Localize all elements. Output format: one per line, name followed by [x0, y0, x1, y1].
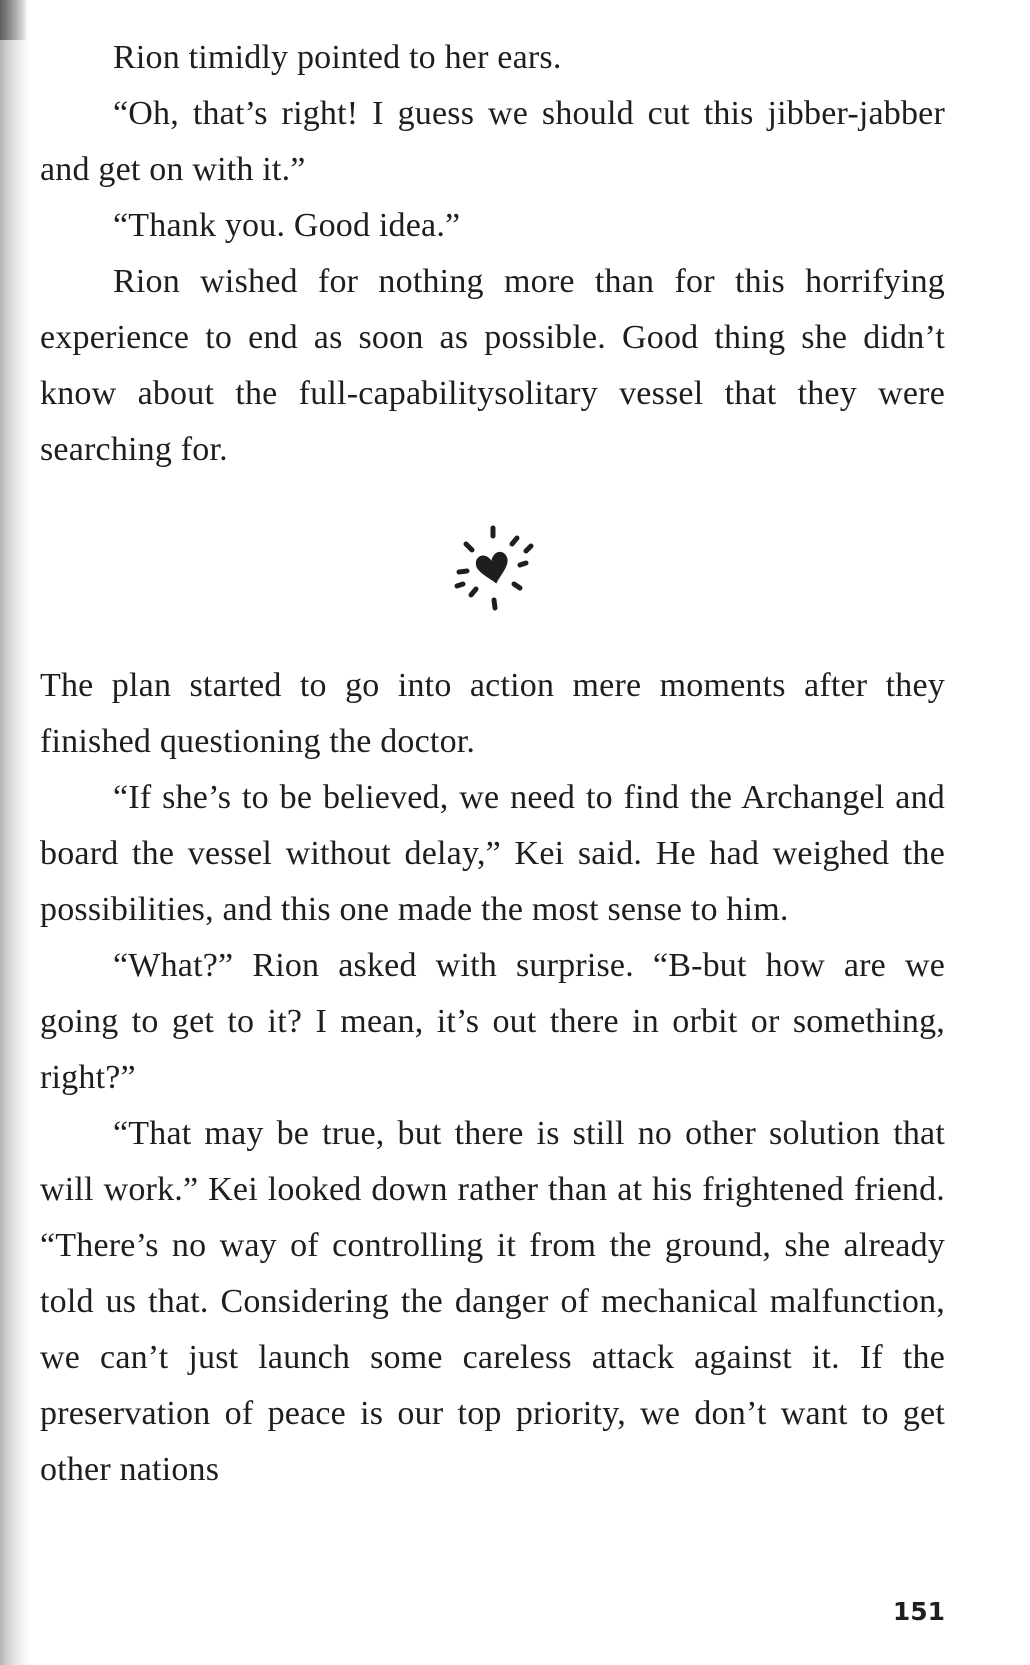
paragraph: “What?” Rion asked with surprise. “B-but how are we going to get to it? I mean, it’s out there in orbit or something, right?”	[40, 947, 945, 1096]
paragraph: The plan started to go into action mere moments after they finished questioning the doctor.	[40, 667, 945, 760]
spine-dark-corner	[0, 0, 28, 40]
paragraph: Rion wished for nothing more than for this horrifying experience to end as soon as possible. Good thing she didn’t know about the full-capabilitysolitary vessel that they were searching for.	[40, 263, 945, 468]
heart-burst-icon	[433, 508, 553, 628]
paragraph: Rion timidly pointed to her ears.	[113, 39, 562, 76]
paragraph: “Oh, that’s right! I guess we should cut this jibber-jabber and get on with it.”	[40, 95, 945, 188]
paragraphs-after	[40, 658, 945, 1498]
paragraph: “If she’s to be believed, we need to find the Archangel and board the vessel without delay,” Kei said. He had weighed the possibilities, and this one made the most sense to him.	[40, 779, 945, 928]
paragraph: “That may be true, but there is still no other solution that will work.” Kei looked down rather than at his frightened friend. “There’s no way of controlling it from the ground, she already told us that. Considering the danger of mechanical malfunction, we can’t just launch some careless attack against it. If the preservation of peace is our top priority, we don’t want to get other nations	[40, 1115, 945, 1488]
paragraph: “Thank you. Good idea.”	[113, 207, 461, 244]
section-break-ornament	[40, 486, 945, 650]
paragraphs-before	[40, 30, 945, 478]
spine-shadow	[0, 0, 30, 1665]
page-number: 151	[892, 1597, 945, 1626]
book-page	[40, 30, 945, 1498]
